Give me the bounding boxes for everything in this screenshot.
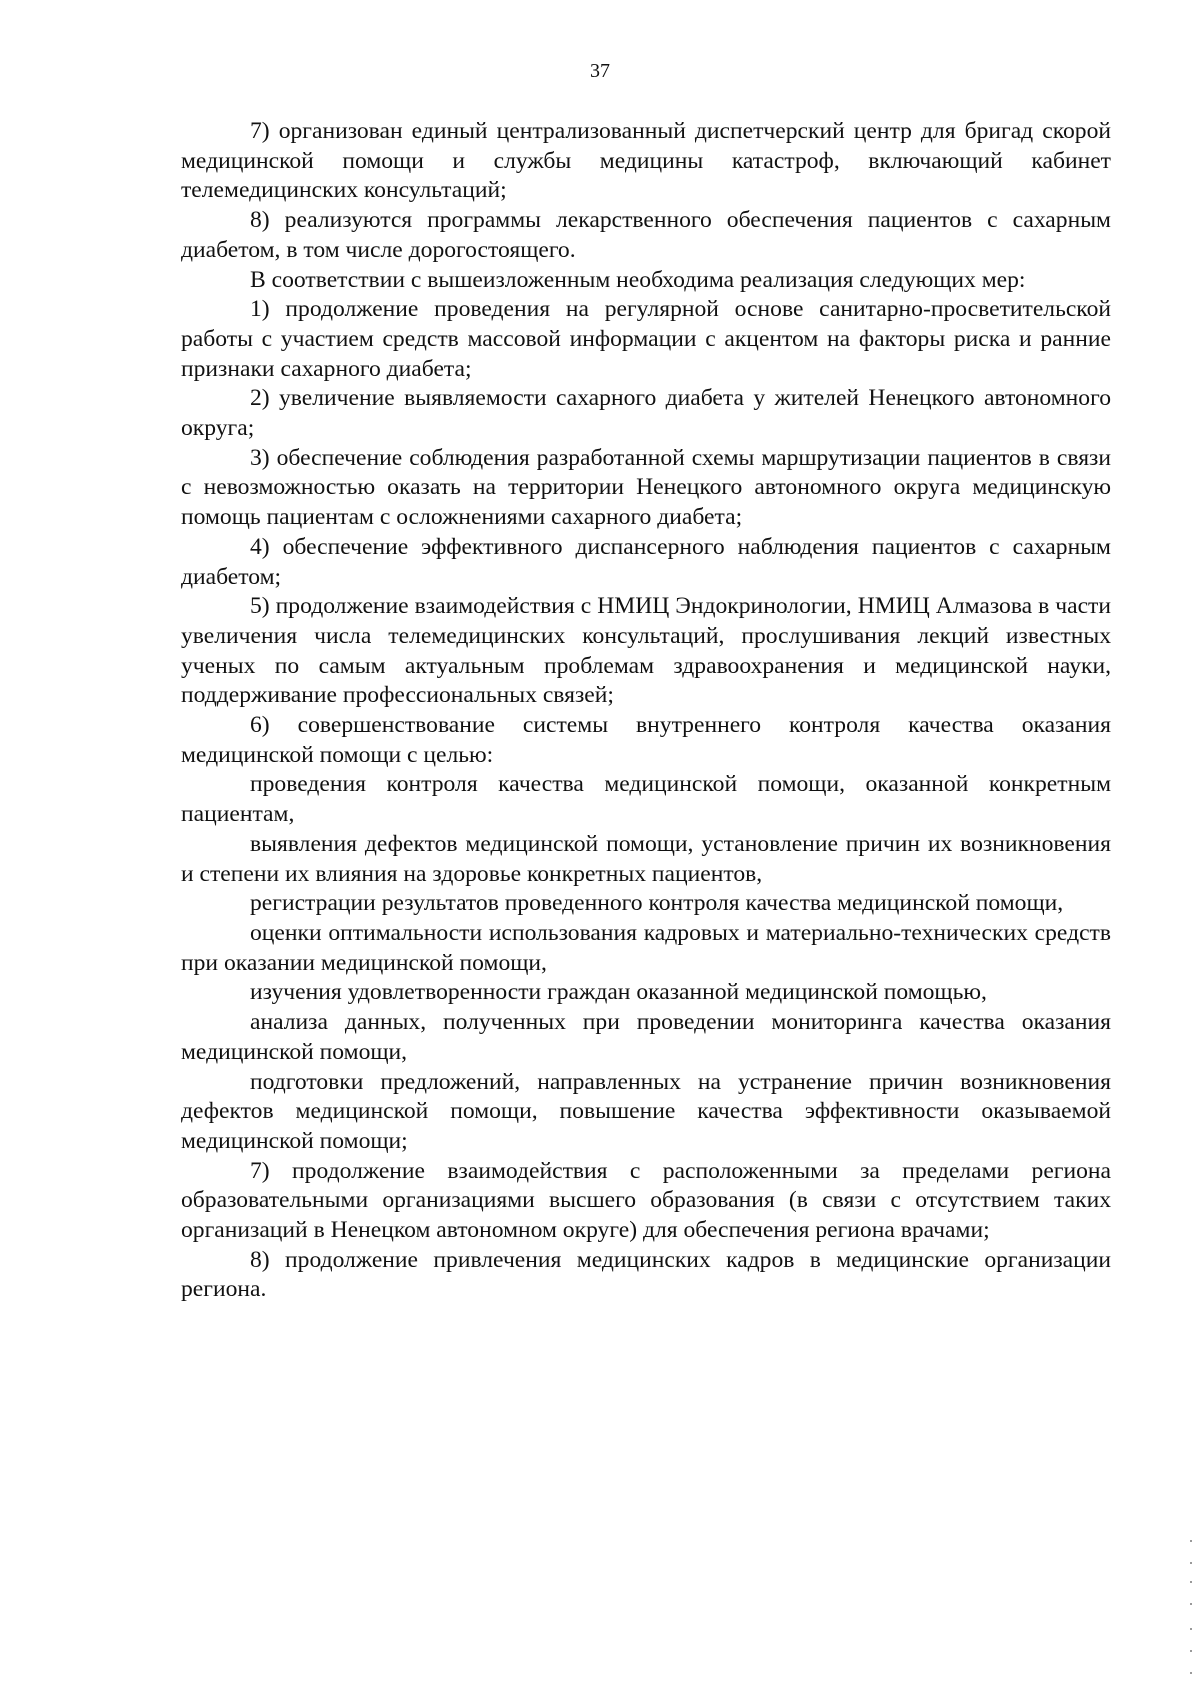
- paragraph-measure-7: 7) продолжение взаимодействия с расположенными за пределами региона образовательными организациями высшего образования (в связи с отсутствием таких организаций в Ненецком автономном округе) для обеспечения региона врачами;: [181, 1157, 1111, 1244]
- scan-artifact: [1190, 1540, 1194, 1680]
- paragraph-measure-8: 8) продолжение привлечения медицинских кадров в медицинские организации региона.: [181, 1246, 1111, 1303]
- paragraph-measures-intro: В соответствии с вышеизложенным необходима реализация следующих мер:: [250, 266, 1026, 293]
- paragraph-subitem-registration: регистрации результатов проведенного контроля качества медицинской помощи,: [250, 890, 1064, 917]
- paragraph-subitem-defects: выявления дефектов медицинской помощи, установление причин их возникновения и степени их влияния на здоровье конкретных пациентов,: [181, 830, 1111, 887]
- paragraph-measure-1: 1) продолжение проведения на регулярной основе санитарно-просветительской работы с участием средств массовой информации с акцентом на факторы риска и ранние признаки сахарного диабета;: [181, 296, 1111, 382]
- paragraph-measure-3: 3) обеспечение соблюдения разработанной схемы маршрутизации пациентов в связи с невозможностью оказать на территории Ненецкого автономного округа медицинскую помощь пациентам с осложнениями сахарного диабета;: [181, 444, 1111, 531]
- paragraph-subitem-resources: оценки оптимальности использования кадровых и материально-технических средств при оказании медицинской помощи,: [181, 919, 1111, 976]
- paragraph-subitem-analysis: анализа данных, полученных при проведении мониторинга качества оказания медицинской помощи,: [181, 1009, 1111, 1065]
- paragraph-measure-6: 6) совершенствование системы внутреннего контроля качества оказания медицинской помощи с целью:: [181, 712, 1111, 768]
- paragraph-item-8-drug-programs: 8) реализуются программы лекарственного обеспечения пациентов с сахарным диабетом, в том числе дорогостоящего.: [181, 207, 1111, 263]
- document-body: [181, 117, 1111, 1305]
- paragraph-subitem-proposals: подготовки предложений, направленных на устранение причин возникновения дефектов медицинской помощи, повышение качества эффективности оказываемой медицинской помощи;: [181, 1068, 1111, 1154]
- paragraph-item-7-dispatch-center: 7) организован единый централизованный диспетчерский центр для бригад скорой медицинской помощи и службы медицины катастроф, включающий кабинет телемедицинских консультаций;: [181, 118, 1111, 204]
- paragraph-measure-5: 5) продолжение взаимодействия с НМИЦ Эндокринологии, НМИЦ Алмазова в части увеличения числа телемедицинских консультаций, прослушивания лекций известных ученых по самым актуальным проблемам здравоохранения и медицинской науки, поддерживание профессиональных связей;: [181, 593, 1111, 709]
- paragraph-measure-2: 2) увеличение выявляемости сахарного диабета у жителей Ненецкого автономного округа;: [181, 385, 1111, 442]
- page-number: 37: [590, 60, 610, 82]
- paragraph-subitem-quality-control: проведения контроля качества медицинской помощи, оказанной конкретным пациентам,: [181, 771, 1111, 828]
- paragraph-measure-4: 4) обеспечение эффективного диспансерного наблюдения пациентов с сахарным диабетом;: [181, 533, 1111, 590]
- paragraph-subitem-satisfaction: изучения удовлетворенности граждан оказанной медицинской помощью,: [250, 979, 987, 1006]
